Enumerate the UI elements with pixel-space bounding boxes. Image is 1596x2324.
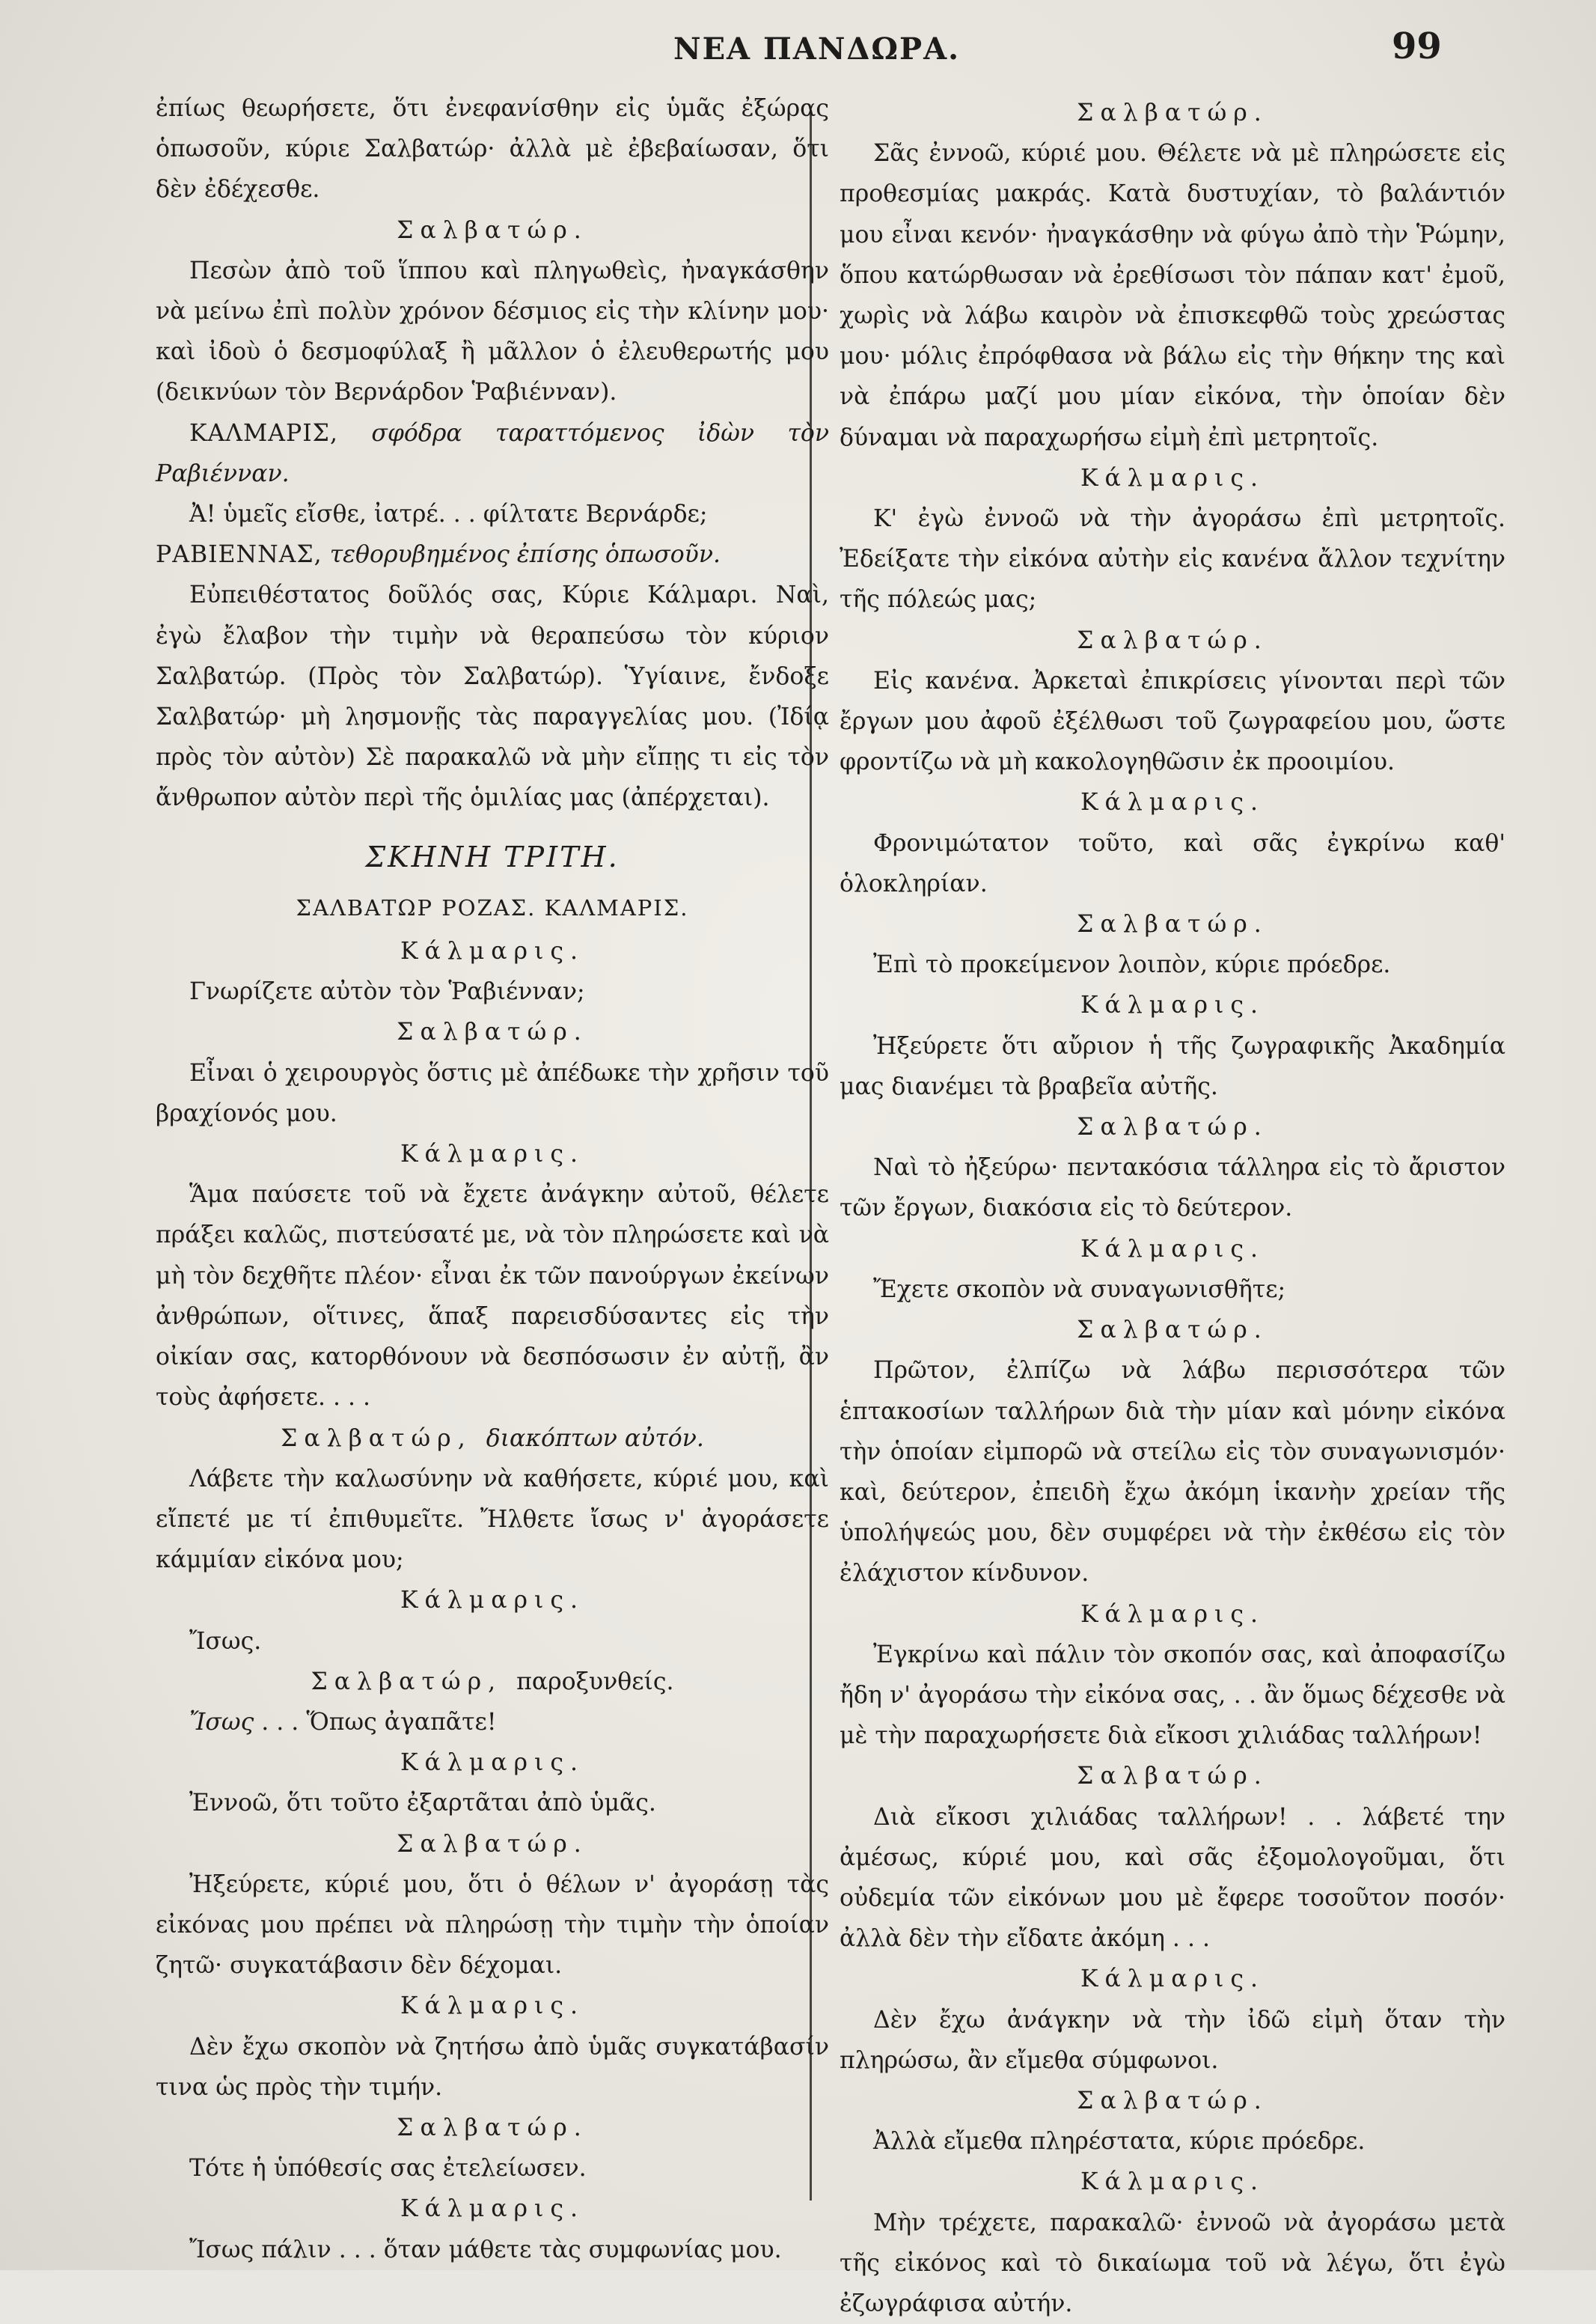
paragraph: Ἀλλὰ εἴμεθα πληρέστατα, κύριε πρόεδρε. (873, 2128, 1366, 2156)
speaker-heading: Κάλμαρις. (400, 2195, 585, 2223)
running-title: ΝΕΑ ΠΑΝΔΩΡΑ. (673, 31, 961, 67)
speaker-heading: Σαλβατώρ. (1077, 100, 1268, 126)
stage-note: σφόδρα ταραττόμενος ἰδὼν τὸν Ραβιένναν. (156, 419, 829, 487)
stage-direction (156, 413, 829, 494)
paragraph: Δὲν ἔχω ἀνάγκην νὰ τὴν ἰδῶ εἰμὴ ὅταν τὴν πληρώσω, ἂν εἴμεθα σύμφωνοι. (840, 2006, 1505, 2074)
speaker-heading: Σαλβατώρ. (397, 1830, 588, 1858)
speaker-heading: Σαλβατώρ. (1077, 626, 1268, 654)
speaker-heading: Κάλμαρις. (1080, 1965, 1265, 1993)
speaker-heading: Κάλμαρις. (400, 1141, 585, 1168)
paragraph: Ἠξεύρετε, κύριέ μου, ὅτι ὁ θέλων ν' ἀγοράσῃ τὰς εἰκόνας μου πρέπει νὰ πληρώσῃ τὴν τιμὴν τὴν ὁποίαν ζητῶ· συγκατάβασιν δὲν δέχομαι. (156, 1870, 829, 1980)
speaker-heading: Κάλμαρις. (1080, 992, 1265, 1019)
paragraph: Εὐπειθέστατος δοῦλός σας, Κύριε Κάλμαρι. Ναὶ, ἐγὼ ἔλαβον τὴν τιμὴν νὰ θεραπεύσω τὸν κύριον Σαλβατώρ. (Πρὸς τὸν Σαλβατώρ). Ὑγίαινε, ἔνδοξε Σαλβατώρ· μὴ λησμονῇς τὰς παραγγελίας μου. (Ἰδίᾳ πρὸς τὸν αὐτὸν) Σὲ παρακαλῶ νὰ μὴν εἴπῃς τι εἰς τὸν ἄνθρωπον αὐτὸν περὶ τῆς ὁμιλίας μας (ἀπέρχεται). (156, 582, 829, 812)
speaker-name: Σαλβατώρ, (281, 1424, 472, 1452)
speaker-heading: Κάλμαρις. (400, 938, 585, 966)
speaker-heading: Κάλμαρις. (1080, 464, 1265, 492)
speaker-heading: Κάλμαρις. (1080, 2168, 1265, 2196)
paragraph: Λάβετε τὴν καλωσύνην νὰ καθήσετε, κύριέ μου, καὶ εἴπετέ με τί ἐπιθυμεῖτε. Ἤλθετε ἴσως ν' ἀγοράσετε κάμμίαν εἰκόνα μου; (156, 1465, 829, 1574)
paragraph: Σᾶς ἐννοῶ, κύριέ μου. Θέλετε νὰ μὲ πληρώσετε εἰς προθεσμίας μακράς. Κατὰ δυστυχίαν, τὸ βαλάντιόν μου εἶναι κενόν· ἠναγκάσθην νὰ φύγω ἀπὸ τὴν Ῥώμην, ὅπου κατώρθωσαν νὰ ἐρεθίσωσι τὸν πάπαν κατ' ἐμοῦ, χωρὶς νὰ λάβω καιρὸν νὰ ἐπισκεφθῶ τοὺς χρεώστας μου· μόλις ἐπρόφθασα νὰ βάλω εἰς τὴν θήκην της καὶ νὰ ἐπάρω μαζί μου μίαν εἰκόνα, τὴν ὁποίαν δὲν δύναμαι νὰ παραχωρήσω εἰμὴ ἐπὶ μετρητοῖς. (840, 140, 1505, 451)
stage-note: διακόπτων αὐτόν. (486, 1424, 704, 1452)
speaker-heading: Σαλβατώρ. (397, 2114, 588, 2141)
stage-note: παροξυνθείς. (516, 1668, 674, 1695)
speaker-heading: Σαλβατώρ. (1077, 2087, 1268, 2114)
speaker-heading: Κάλμαρις. (1080, 1600, 1265, 1628)
paragraph: Γνωρίζετε αὐτὸν τὸν Ῥαβιένναν; (189, 978, 585, 1006)
stage-note: τεθορυβημένος ἐπίσης ὁπωσοῦν. (329, 541, 721, 569)
paragraph: ἐπίως θεωρήσετε, ὅτι ἐνεφανίσθην εἰς ὑμᾶς ἐξώρας ὁπωσοῦν, κύριε Σαλβατώρ· ἀλλὰ μὲ ἐβεβαίωσαν, ὅτι δὲν ἐδέχεσθε. (156, 95, 829, 204)
paragraph: Ἀ! ὑμεῖς εἴσθε, ἰατρέ. . . φίλτατε Βερνάρδε; (189, 501, 708, 528)
speaker-heading: Κάλμαρις. (400, 1749, 585, 1777)
speaker-heading: Σαλβατώρ. (1077, 1114, 1268, 1141)
page-number: 99 (1392, 25, 1442, 67)
paragraph: Ἐγκρίνω καὶ πάλιν τὸν σκοπόν σας, καὶ ἀποφασίζω ἤδη ν' ἀγοράσω τὴν εἰκόνα σας, . . ἂν ὅμως δέχεσθε νὰ μὲ τὴν παραχωρήσετε διὰ εἴκοσι χιλιάδας ταλλήρων! (840, 1641, 1505, 1750)
speaker-name: Σαλβατώρ, (311, 1668, 503, 1695)
emphasis: Ἴσως (189, 1708, 254, 1736)
paragraph: Ἔχετε σκοπὸν νὰ συναγωνισθῆτε; (873, 1275, 1286, 1303)
speaker-heading: Σαλβατώρ. (1077, 911, 1268, 939)
paragraph-text: . . . Ὅπως ἀγαπᾶτε! (261, 1708, 497, 1736)
stage-direction (156, 534, 829, 575)
speaker-heading: Κάλμαρις. (400, 1587, 585, 1614)
paragraph: Εἰς κανένα. Ἀρκεταὶ ἐπικρίσεις γίνονται περὶ τῶν ἔργων μου ἀφοῦ ἐξέλθωσι τοῦ ζωγραφείου μου, ὥστε φροντίζω νὰ μὴ κακολογηθῶσιν ἐκ προοιμίου. (840, 667, 1505, 776)
character-name: ΚΑΛΜΑΡΙΣ, (189, 419, 338, 447)
paragraph: Ἴσως. (189, 1627, 262, 1655)
paragraph: Ἐννοῶ, ὅτι τοῦτο ἐξαρτᾶται ἀπὸ ὑμᾶς. (189, 1790, 656, 1817)
paragraph: Κ' ἐγὼ ἐννοῶ νὰ τὴν ἀγοράσω ἐπὶ μετρητοῖς. Ἐδείξατε τὴν εἰκόνα αὐτὴν εἰς κανένα ἄλλον τεχνίτην τῆς πόλεώς μας; (840, 505, 1505, 614)
speaker-heading: Κάλμαρις. (1080, 789, 1265, 817)
character-name: ΡΑΒΙΕΝΝΑΣ, (156, 541, 322, 569)
paragraph: Τότε ἡ ὑπόθεσίς σας ἐτελείωσεν. (189, 2155, 587, 2183)
speaker-heading: Κάλμαρις. (400, 1992, 585, 2020)
paragraph: Πρῶτον, ἐλπίζω νὰ λάβω περισσότερα τῶν ἑπτακοσίων ταλλήρων διὰ τὴν μίαν καὶ μόνην εἰκόνα τὴν ὁποίαν εἰμπορῶ νὰ στείλω εἰς τὸν συναγωνισμόν· καὶ, δεύτερον, ἐπειδὴ ἔχω ἀκόμη ἱκανὴν χρείαν τῆς ὑπολήψεώς μου, δὲν συμφέρει νὰ τὴν ἐκθέσω εἰς τὸν ἐλάχιστον κίνδυνον. (840, 1357, 1505, 1588)
paragraph: Φρονιμώτατον τοῦτο, καὶ σᾶς ἐγκρίνω καθ' ὁλοκληρίαν. (840, 829, 1505, 897)
paragraph: Ναὶ τὸ ἠξεύρω· πεντακόσια τάλληρα εἰς τὸ ἄριστον τῶν ἔργων, διακόσια εἰς τὸ δεύτερον. (840, 1154, 1505, 1222)
scene-title: ΣΚΗΝΗ ΤΡΙΤΗ. (365, 840, 620, 873)
paragraph: Πεσὼν ἀπὸ τοῦ ἵππου καὶ πληγωθεὶς, ἠναγκάσθην νὰ μείνω ἐπὶ πολὺν χρόνον δέσμιος εἰς τὴν κλίνην μου· καὶ ἰδοὺ ὁ δεσμοφύλαξ ἢ μᾶλλον ὁ ἐλευθερωτής μου (δεικνύων τὸν Βερνάρδον Ῥαβιένναν). (156, 257, 829, 406)
speaker-heading (156, 1662, 829, 1702)
paragraph: Εἶναι ὁ χειρουργὸς ὅστις μὲ ἀπέδωκε τὴν χρῆσιν τοῦ βραχίονός μου. (156, 1059, 829, 1127)
paragraph: Διὰ εἴκοσι χιλιάδας ταλλήρων! . . λάβετέ την ἀμέσως, κύριέ μου, καὶ σᾶς ἐξομολογοῦμαι, ὅτι οὐδεμία τῶν εἰκόνων μου μὲ ἔφερε τοσοῦτον ποσόν· ἀλλὰ δὲν τὴν εἴδατε ἀκόμη . . . (840, 1803, 1505, 1953)
speaker-heading: Κάλμαρις. (1080, 1235, 1265, 1263)
paragraph: Δὲν ἔχω σκοπὸν νὰ ζητήσω ἀπὸ ὑμᾶς συγκατάβασίν τινα ὡς πρὸς τὴν τιμήν. (156, 2033, 829, 2101)
speaker-heading: Σαλβατώρ. (1077, 1317, 1268, 1344)
paragraph (156, 1702, 829, 1742)
scene-cast: ΣΑΛΒΑΤΩΡ ΡΟΖΑΣ. ΚΑΛΜΑΡΙΣ. (296, 894, 689, 921)
paragraph: Μὴν τρέχετε, παρακαλῶ· ἐννοῶ νὰ ἀγοράσω μετὰ τῆς εἰκόνος καὶ τὸ δικαίωμα τοῦ νὰ λέγω, ὅτι ἐγὼ ἐζωγράφισα αὐτήν. (840, 2209, 1505, 2317)
paragraph: Ἴσως πάλιν . . . ὅταν μάθετε τὰς συμφωνίας μου. (189, 2236, 782, 2263)
speaker-heading: Σαλβατώρ. (397, 216, 588, 244)
speaker-heading: Σαλβατώρ. (397, 1019, 588, 1046)
paragraph: Ἠξεύρετε ὅτι αὔριον ἡ τῆς ζωγραφικῆς Ἀκαδημία μας διανέμει τὰ βραβεῖα αὐτῆς. (840, 1032, 1505, 1100)
speaker-heading: Σαλβατώρ. (1077, 1763, 1268, 1790)
speaker-heading (156, 1418, 829, 1459)
right-column (840, 93, 1505, 2324)
left-column (156, 88, 829, 2270)
running-header (0, 25, 1596, 76)
paragraph: Ἅμα παύσετε τοῦ νὰ ἔχετε ἀνάγκην αὐτοῦ, θέλετε πράξει καλῶς, πιστεύσατέ με, νὰ τὸν πληρώσετε καὶ νὰ μὴ τὸν δεχθῆτε πλέον· εἶναι ἐκ τῶν πανούργων ἐκείνων ἀνθρώπων, οἵτινες, ἅπαξ παρεισδύσαντες εἰς τὴν οἰκίαν σας, κατορθόνουν νὰ δεσπόσωσιν ἐν αὐτῇ, ἂν τοὺς ἀφήσετε. . . . (156, 1181, 829, 1412)
paragraph: Ἐπὶ τὸ προκείμενον λοιπὸν, κύριε πρόεδρε. (873, 951, 1391, 979)
